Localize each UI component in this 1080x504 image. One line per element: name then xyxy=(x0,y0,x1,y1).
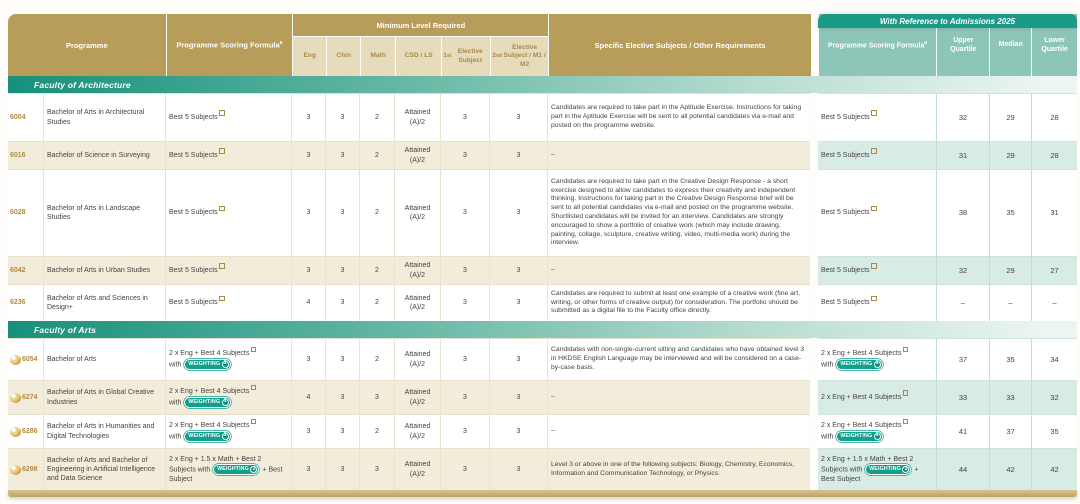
scoring-formula-text xyxy=(169,113,225,122)
lower-quartile-cell: 28 xyxy=(1031,141,1077,169)
formula-footnote-square-icon xyxy=(871,110,877,116)
scoring-formula-2025-cell xyxy=(818,256,936,284)
min-elective2-cell: 3 xyxy=(490,338,548,380)
table-row xyxy=(8,256,1077,284)
footnote-marker: a xyxy=(924,39,928,46)
upper-quartile-cell: 37 xyxy=(936,338,989,380)
scoring-formula-text xyxy=(169,208,225,217)
column-gap xyxy=(810,256,818,284)
programme-code: 6004 xyxy=(10,113,26,121)
min-math-cell: 2 xyxy=(360,93,395,141)
weighting-badge-number: 1 xyxy=(875,360,879,367)
formula-fragment: 2 x Eng + Best 4 Subjects xyxy=(821,393,902,401)
median-cell: 42 xyxy=(989,448,1031,490)
min-eng-cell: 3 xyxy=(292,414,326,448)
programme-name-cell: Bachelor of Science in Surveying xyxy=(44,141,166,169)
programme-name-cell: Bachelor of Arts in Urban Studies xyxy=(44,256,166,284)
csd-value: Attained (A)/2 xyxy=(404,389,431,406)
programme-code-cell xyxy=(8,284,44,321)
min-chin-cell: 3 xyxy=(326,448,360,490)
scoring-formula-2025-cell xyxy=(818,414,936,448)
formula-fragment: 2 x Eng + Best 4 Subjects xyxy=(169,350,250,358)
scoring-formula-text xyxy=(821,455,933,484)
weighting-badge-label: WEIGHTING xyxy=(188,360,221,367)
upper-quartile-cell: 41 xyxy=(936,414,989,448)
scoring-formula-2025-cell xyxy=(818,169,936,256)
weighting-badge xyxy=(185,398,229,407)
ordinal-suffix: nd xyxy=(495,53,502,60)
upper-quartile-cell: 33 xyxy=(936,380,989,414)
table-row xyxy=(8,284,1077,321)
formula-fragment: + Best Subject xyxy=(169,466,283,483)
upper-quartile-cell: 38 xyxy=(936,169,989,256)
lower-quartile-cell: 28 xyxy=(1031,93,1077,141)
programme-code-cell xyxy=(8,256,44,284)
lower-quartile-cell: 32 xyxy=(1031,380,1077,414)
median-cell: – xyxy=(989,284,1031,321)
min-elective2-cell: 3 xyxy=(490,169,548,256)
table-bottom-bar xyxy=(8,490,1077,497)
scoring-formula-text xyxy=(821,298,877,307)
specific-requirements-cell: Level 3 or above in one of the following subjects: Biology, Chemistry, Economics, Information and Communication Technology, or Physics. xyxy=(548,448,810,490)
formula-footnote-square-icon xyxy=(219,263,225,269)
formula-footnote-square-icon xyxy=(903,390,909,396)
min-eng-cell: 3 xyxy=(292,141,326,169)
programme-code: 6274 xyxy=(22,393,38,401)
column-gap xyxy=(810,93,818,141)
gold-badge-icon xyxy=(10,465,21,475)
scoring-formula-2025-cell xyxy=(818,380,936,414)
min-csd-ls-cell xyxy=(395,448,441,490)
scoring-formula-text xyxy=(169,151,225,160)
table-row xyxy=(8,380,1077,414)
formula-footnote-square-icon xyxy=(903,419,909,425)
min-chin-cell: 3 xyxy=(326,141,360,169)
formula-footnote-square-icon xyxy=(251,347,257,353)
formula-footnote-square-icon xyxy=(251,385,257,391)
min-chin-cell: 3 xyxy=(326,338,360,380)
min-elective2-cell: 3 xyxy=(490,141,548,169)
weighting-badge-label: WEIGHTING xyxy=(188,398,221,405)
weighting-badge-label: WEIGHTING xyxy=(840,360,873,367)
min-csd-ls-cell xyxy=(395,380,441,414)
ordinal-suffix: st xyxy=(446,53,452,60)
scoring-formula-2025-cell xyxy=(818,338,936,380)
weighting-badge xyxy=(837,432,881,441)
specific-requirements-cell: – xyxy=(548,141,810,169)
weighting-badge xyxy=(837,360,881,369)
programme-name-cell: Bachelor of Arts and Sciences in Design+ xyxy=(44,284,166,321)
programme-name-cell: Bachelor of Arts and Bachelor of Engineering in Artificial Intelligence and Data Science xyxy=(44,448,166,490)
weighting-badge-label: WEIGHTING xyxy=(840,432,873,439)
table-row xyxy=(8,414,1077,448)
min-math-cell: 2 xyxy=(360,414,395,448)
scoring-formula-text xyxy=(821,349,908,369)
formula-footnote-square-icon xyxy=(871,263,877,269)
specific-requirements-cell: Candidates are required to take part in the Aptitude Exercise. Instructions for taking part in the Aptitude Exercise will be sent to all potential candidates via e-mail and posted on the programme website. xyxy=(548,93,810,141)
min-csd-ls-cell xyxy=(395,284,441,321)
upper-quartile-cell: 32 xyxy=(936,93,989,141)
scoring-formula-text xyxy=(169,298,225,307)
formula-fragment: with xyxy=(169,360,184,368)
median-cell: 37 xyxy=(989,414,1031,448)
scoring-formula-2025-cell xyxy=(818,284,936,321)
min-eng-cell: 3 xyxy=(292,448,326,490)
lower-quartile-cell: 31 xyxy=(1031,169,1077,256)
scoring-formula-text xyxy=(821,421,908,441)
csd-value: Attained (A)/2 xyxy=(404,423,431,440)
min-elective1-cell: 3 xyxy=(441,169,490,256)
formula-footnote-square-icon xyxy=(871,148,877,154)
csd-value: Attained (A)/2 xyxy=(404,461,431,478)
min-elective1-cell: 3 xyxy=(441,338,490,380)
specific-electives-header-label: Specific Elective Subjects / Other Requirements xyxy=(594,40,766,50)
scoring-formula-text xyxy=(169,349,256,369)
formula-fragment: 2 x Eng + Best 4 Subjects xyxy=(169,388,250,396)
column-gap xyxy=(810,380,818,414)
min-chin-cell: 3 xyxy=(326,93,360,141)
min-level-col-header: Math xyxy=(361,37,395,76)
min-level-col-header: 1 st Elective Subject xyxy=(442,37,490,76)
min-math-cell: 2 xyxy=(360,256,395,284)
scoring-formula-cell xyxy=(166,93,292,141)
formula-footnote-square-icon xyxy=(219,110,225,116)
formula-fragment: Best 5 Subjects xyxy=(821,266,870,274)
weighting-badge-number: 1 xyxy=(223,432,227,439)
min-level-group-label: Minimum Level Required xyxy=(293,14,548,36)
formula-footnote-square-icon xyxy=(219,296,225,302)
min-chin-cell: 3 xyxy=(326,414,360,448)
formula-footnote-square-icon xyxy=(219,148,225,154)
formula-fragment: Best 5 Subjects xyxy=(169,113,218,121)
min-elective2-cell: 3 xyxy=(490,448,548,490)
programme-code: 6286 xyxy=(22,427,38,435)
programme-code: 6298 xyxy=(22,465,38,473)
formula-footnote-square-icon xyxy=(903,347,909,353)
min-elective2-cell: 3 xyxy=(490,284,548,321)
min-csd-ls-cell xyxy=(395,256,441,284)
column-gap xyxy=(810,169,818,256)
min-math-cell: 2 xyxy=(360,338,395,380)
scoring-formula-cell xyxy=(166,414,292,448)
programme-code: 6236 xyxy=(10,299,26,307)
programme-code-cell xyxy=(8,338,44,380)
formula-fragment: 2 x Eng + Best 4 Subjects xyxy=(821,350,902,358)
scoring-formula-text xyxy=(821,151,877,160)
gold-badge-icon xyxy=(10,355,21,365)
weighting-badge-number: 2 xyxy=(252,465,256,472)
weighting-badge xyxy=(185,360,229,369)
median-cell: 29 xyxy=(989,93,1031,141)
scoring-formula-text xyxy=(821,113,877,122)
table-body xyxy=(8,76,1077,490)
col-header-upper-quartile: Upper Quartile xyxy=(936,14,989,76)
scoring-formula-header-label: Programme Scoring Formula xyxy=(176,40,280,50)
median-cell: 29 xyxy=(989,256,1031,284)
formula-fragment: 2 x Eng + 1.5 x Math + Best 2 Subjects with xyxy=(821,455,914,474)
min-elective2-cell: 3 xyxy=(490,256,548,284)
median-cell: 35 xyxy=(989,338,1031,380)
lower-quartile-cell: 27 xyxy=(1031,256,1077,284)
min-csd-ls-cell xyxy=(395,93,441,141)
admissions-2025-banner: With Reference to Admissions 2025 xyxy=(818,14,1077,28)
scoring-formula-cell xyxy=(166,380,292,414)
weighting-badge xyxy=(214,465,258,474)
programme-code-cell xyxy=(8,448,44,490)
scoring-formula-cell xyxy=(166,141,292,169)
scoring-formula-text xyxy=(821,393,908,402)
col-group-min-level xyxy=(293,14,548,76)
scoring-formula-2025-cell xyxy=(818,93,936,141)
weighting-badge xyxy=(866,465,910,474)
col-header-median: Median xyxy=(989,14,1031,76)
col-header-specific-electives xyxy=(549,14,810,76)
min-elective2-cell: 3 xyxy=(490,93,548,141)
min-level-col-header: Eng xyxy=(293,37,326,76)
programme-code-cell xyxy=(8,93,44,141)
min-csd-ls-cell xyxy=(395,338,441,380)
admissions-table xyxy=(8,14,1077,497)
min-elective1-cell: 3 xyxy=(441,448,490,490)
col-header-scoring-formula xyxy=(167,14,293,76)
min-csd-ls-cell xyxy=(395,141,441,169)
formula-fragment: Best 5 Subjects xyxy=(169,209,218,217)
programme-code-cell xyxy=(8,169,44,256)
programme-code-cell xyxy=(8,414,44,448)
min-math-cell: 3 xyxy=(360,448,395,490)
min-math-cell: 2 xyxy=(360,141,395,169)
min-elective1-cell: 3 xyxy=(441,380,490,414)
scoring-formula-2025-cell xyxy=(818,141,936,169)
table-row xyxy=(8,448,1077,490)
scoring-formula-2025-cell xyxy=(818,448,936,490)
formula-fragment: Best 5 Subjects xyxy=(169,299,218,307)
scoring-formula-text xyxy=(821,208,877,217)
min-chin-cell: 3 xyxy=(326,169,360,256)
programme-name-cell: Bachelor of Arts in Landscape Studies xyxy=(44,169,166,256)
min-elective1-cell: 3 xyxy=(441,284,490,321)
formula-footnote-square-icon xyxy=(219,206,225,212)
formula-fragment: Best 5 Subjects xyxy=(821,299,870,307)
scoring-formula-cell xyxy=(166,256,292,284)
csd-value: Attained (A)/2 xyxy=(404,204,431,221)
min-eng-cell: 4 xyxy=(292,380,326,414)
min-chin-cell: 3 xyxy=(326,380,360,414)
scoring-formula-cell xyxy=(166,338,292,380)
scoring-formula-text xyxy=(169,387,256,407)
min-math-cell: 2 xyxy=(360,284,395,321)
weighting-badge-number: 2 xyxy=(904,465,908,472)
csd-value: Attained (A)/2 xyxy=(404,109,431,126)
specific-requirements-cell: Candidates with non-single-current sitting and candidates who have obtained level 3 in HKDSE English Language may be interviewed and will be considered on a case-by-case basis. xyxy=(548,338,810,380)
table-row xyxy=(8,93,1077,141)
formula-fragment: + Best Subject xyxy=(821,466,919,483)
weighting-badge xyxy=(185,432,229,441)
min-level-col-header: CSD / LS xyxy=(396,37,441,76)
programme-code-cell xyxy=(8,380,44,414)
column-gap xyxy=(810,414,818,448)
col-header-lower-quartile: Lower Quartile xyxy=(1031,14,1077,76)
min-level-col-header: 2 nd Elective Subject / M1 / M2 xyxy=(491,37,548,76)
formula-fragment: with xyxy=(169,398,184,406)
formula-fragment: 2 x Eng + 1.5 x Math + Best 2 Subjects with xyxy=(169,455,262,474)
scoring-formula-text xyxy=(169,455,288,484)
min-eng-cell: 3 xyxy=(292,93,326,141)
formula-fragment: with xyxy=(169,432,184,440)
formula-fragment: 2 x Eng + Best 4 Subjects xyxy=(169,422,250,430)
lower-quartile-cell: 34 xyxy=(1031,338,1077,380)
col-header-programme xyxy=(8,14,166,76)
column-gap xyxy=(810,338,818,380)
programme-name-cell: Bachelor of Arts in Humanities and Digital Technologies xyxy=(44,414,166,448)
min-chin-cell: 3 xyxy=(326,284,360,321)
faculty-section-header: Faculty of Arts xyxy=(8,321,1077,338)
programme-code: 6016 xyxy=(10,151,26,159)
scoring-formula-cell xyxy=(166,448,292,490)
formula-fragment: 2 x Eng + Best 4 Subjects xyxy=(821,422,902,430)
csd-value: Attained (A)/2 xyxy=(404,351,431,368)
min-elective2-cell: 3 xyxy=(490,380,548,414)
min-elective2-cell: 3 xyxy=(490,414,548,448)
median-cell: 33 xyxy=(989,380,1031,414)
min-elective1-cell: 3 xyxy=(441,141,490,169)
specific-requirements-cell: – xyxy=(548,414,810,448)
min-level-col-header: Chin xyxy=(327,37,360,76)
scoring-formula-cell xyxy=(166,284,292,321)
upper-quartile-cell: 32 xyxy=(936,256,989,284)
table-row xyxy=(8,338,1077,380)
specific-requirements-cell: Candidates are required to submit at least one example of a creative work (fine art, writing, or other forms of creative output) for consideration. The portfolio should be submitted as a digital file to the Faculty office directly. xyxy=(548,284,810,321)
column-gap xyxy=(810,141,818,169)
min-level-subheaders xyxy=(293,37,548,76)
column-gap xyxy=(810,284,818,321)
lower-quartile-cell: 42 xyxy=(1031,448,1077,490)
min-csd-ls-cell xyxy=(395,169,441,256)
min-elective1-cell: 3 xyxy=(441,414,490,448)
programme-code: 6042 xyxy=(10,266,26,274)
gold-badge-icon xyxy=(10,427,21,437)
scoring-formula-text xyxy=(821,266,877,275)
programme-code: 6028 xyxy=(10,209,26,217)
upper-quartile-cell: 44 xyxy=(936,448,989,490)
specific-requirements-cell: – xyxy=(548,256,810,284)
min-eng-cell: 4 xyxy=(292,284,326,321)
formula-fragment: Best 5 Subjects xyxy=(169,266,218,274)
weighting-badge-label: WEIGHTING xyxy=(217,466,249,473)
specific-requirements-cell: Candidates are required to take part in the Creative Design Response - a short exercise designed to allow candidates to express their creativity and independent thinking. Instructions for taking part in the Creative Design Response brief will be sent to all potential candidates via e-mail and posted on the programme website. Shortlisted candidates will be invited for an interview. Candidates are strongly encouraged to show a portfolio of creative work (which may include drawing, painting, collage, sculpture, creative writing, video, multi-media work) during the interview. xyxy=(548,169,810,256)
lower-quartile-cell: 35 xyxy=(1031,414,1077,448)
gold-badge-icon xyxy=(10,393,21,403)
formula-footnote-square-icon xyxy=(871,206,877,212)
scoring-formula-cell xyxy=(166,169,292,256)
csd-value: Attained (A)/2 xyxy=(404,294,431,311)
scoring-formula-text xyxy=(169,421,256,441)
column-gap xyxy=(810,448,818,490)
min-eng-cell: 3 xyxy=(292,169,326,256)
formula-fragment: Best 5 Subjects xyxy=(169,151,218,159)
median-cell: 35 xyxy=(989,169,1031,256)
min-math-cell: 3 xyxy=(360,380,395,414)
min-csd-ls-cell xyxy=(395,414,441,448)
weighting-badge-number: 1 xyxy=(223,398,227,405)
programme-name-cell: Bachelor of Arts in Global Creative Industries xyxy=(44,380,166,414)
table-row xyxy=(8,141,1077,169)
formula-fragment: Best 5 Subjects xyxy=(821,113,870,121)
upper-quartile-cell: – xyxy=(936,284,989,321)
scoring-formula-text xyxy=(169,266,225,275)
programme-code-cell xyxy=(8,141,44,169)
csd-value: Attained (A)/2 xyxy=(404,262,431,279)
formula-footnote-square-icon xyxy=(871,296,877,302)
weighting-badge-label: WEIGHTING xyxy=(869,466,901,473)
upper-quartile-cell: 31 xyxy=(936,141,989,169)
min-math-cell: 2 xyxy=(360,169,395,256)
footnote-marker: a xyxy=(279,40,283,47)
faculty-section-header: Faculty of Architecture xyxy=(8,76,1077,93)
weighting-badge-number: 1 xyxy=(223,360,227,367)
formula-fragment: Best 5 Subjects xyxy=(821,209,870,217)
programme-name-cell: Bachelor of Arts xyxy=(44,338,166,380)
min-elective1-cell: 3 xyxy=(441,256,490,284)
programme-code: 6054 xyxy=(22,355,38,363)
formula-fragment: with xyxy=(821,360,836,368)
min-eng-cell: 3 xyxy=(292,338,326,380)
formula-fragment: with xyxy=(821,432,836,440)
formula-footnote-square-icon xyxy=(251,419,257,425)
lower-quartile-cell: – xyxy=(1031,284,1077,321)
min-chin-cell: 3 xyxy=(326,256,360,284)
specific-requirements-cell: – xyxy=(548,380,810,414)
min-elective1-cell: 3 xyxy=(441,93,490,141)
scoring-formula-2025-header-label: Programme Scoring Formula xyxy=(827,42,925,50)
min-eng-cell: 3 xyxy=(292,256,326,284)
median-cell: 29 xyxy=(989,141,1031,169)
programme-header-label: Programme xyxy=(65,40,108,50)
csd-value: Attained (A)/2 xyxy=(404,147,431,164)
formula-fragment: Best 5 Subjects xyxy=(821,151,870,159)
weighting-badge-label: WEIGHTING xyxy=(188,432,221,439)
programme-name-cell: Bachelor of Arts in Architectural Studies xyxy=(44,93,166,141)
table-row xyxy=(8,169,1077,256)
weighting-badge-number: 1 xyxy=(875,432,879,439)
